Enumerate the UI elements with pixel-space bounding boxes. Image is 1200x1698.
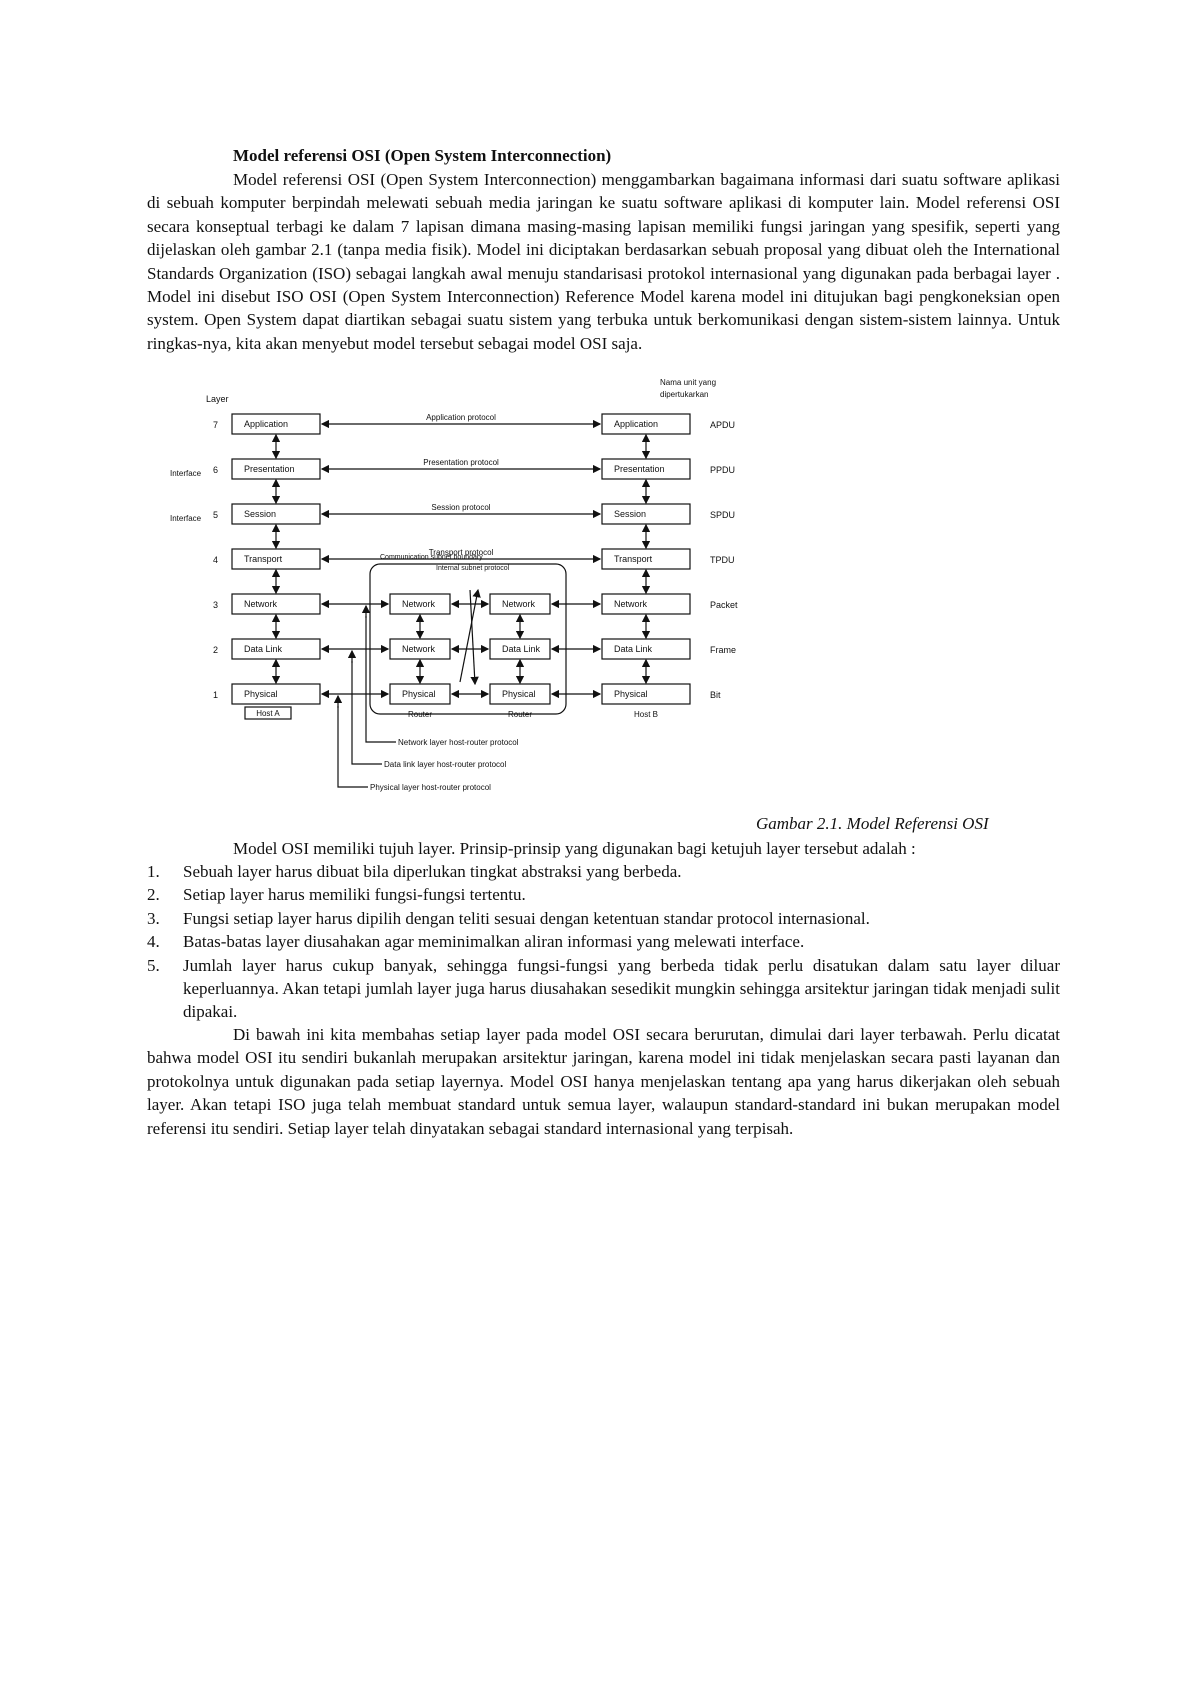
legend-bracket (338, 706, 368, 787)
unit-header-line1: Nama unit yang (660, 378, 717, 387)
host-a-layer-box-label: Physical (244, 689, 278, 699)
host-b-layer-box-label: Presentation (614, 464, 665, 474)
list-item (147, 930, 1060, 953)
host-b-label: Host B (633, 710, 659, 719)
principles-intro-paragraph: Model OSI memiliki tujuh layer. Prinsip-prinsip yang digunakan bagi ketujuh layer tersebut adalah : (233, 839, 916, 858)
legend-bracket (352, 661, 382, 764)
peer-protocol-label: Session protocol (431, 503, 491, 512)
host-a-layer-box-label: Data Link (244, 644, 283, 654)
router1-label: Router (407, 710, 433, 719)
router2-layer-box-label: Physical (502, 689, 536, 699)
list-number: 5. (147, 955, 160, 975)
peer-protocol-label: Presentation protocol (423, 458, 499, 467)
host-b-layer-box-label: Session (614, 509, 647, 519)
internal-subnet-protocol-label: Internal subnet protocol (436, 565, 510, 572)
subnet-boundary-label: Communication subnet boundary (380, 554, 483, 561)
host-b-layer-box-label: Physical (614, 689, 648, 699)
peer-protocol-label: Application protocol (426, 413, 496, 422)
router1-layer-box-label: Network (402, 644, 436, 654)
peer-protocol-label: Transport protocol (428, 548, 494, 557)
osi-model-figure (170, 378, 738, 832)
host-b-layer-box-label: Application (614, 419, 659, 429)
host-a-layer-box-label: Session (244, 509, 277, 519)
legend-label: Physical layer host-router protocol (370, 783, 491, 792)
layer-number: 6 (212, 465, 218, 475)
layer-number: 7 (212, 420, 218, 430)
list-text: Sebuah layer harus dibuat bila diperlukan tingkat abstraksi yang berbeda. (183, 862, 682, 881)
list-number: 2. (147, 885, 160, 905)
legend-label: Data link layer host-router protocol (384, 760, 507, 769)
list-item (147, 907, 1060, 930)
list-number: 4. (147, 932, 160, 952)
interface-label: Interface (170, 469, 202, 478)
unit-label: Packet (710, 600, 738, 610)
router1-layer-box-label: Physical (402, 689, 436, 699)
router2-label: Router (507, 710, 533, 719)
host-a-layer-box-label: Presentation (244, 464, 295, 474)
intro-paragraph: Model referensi OSI (Open System Interconnection) menggambarkan bagaimana informasi dari suatu software aplikasi di sebuah komputer berpindah melewati sebuah media jaringan ke suatu software aplikasi di komputer lain. Model referensi OSI secara konseptual terbagi ke dalam 7 lapisan dimana masing-masing lapisan memiliki fungsi jaringan yang spesifik, seperti yang dijelaskan oleh gambar 2.1 (tanpa media fisik). Model ini diciptakan berdasarkan sebuah proposal yang dibuat oleh the International Standards Organization (ISO) sebagai langkah awal menuju standarisasi protokol internasional yang digunakan pada berbagai layer . Model ini disebut ISO OSI (Open System Interconnection) Reference Model karena model ini ditujukan bagi pengkoneksian open system. Open System dapat diartikan sebagai suatu sistem yang terbuka untuk berkomunikasi dengan sistem-sistem lainnya. Untuk ringkas-nya, kita akan menyebut model tersebut sebagai model OSI saja. (147, 170, 1060, 353)
list-item (147, 954, 1060, 1024)
layer-number: 4 (212, 555, 218, 565)
legend-label: Network layer host-router protocol (398, 738, 519, 747)
unit-label: APDU (710, 420, 736, 430)
list-item (147, 883, 1060, 906)
list-text: Batas-batas layer diusahakan agar meminimalkan aliran informasi yang melewati interface. (183, 932, 805, 952)
router2-layer-box-label: Data Link (502, 644, 541, 654)
unit-label: Bit (710, 690, 721, 700)
list-number: 1. (147, 862, 160, 881)
host-a-layer-box-label: Transport (244, 554, 283, 564)
osi-diagram (170, 378, 738, 832)
layer-number: 2 (212, 645, 218, 655)
section-heading: Model referensi OSI (Open System Interconnection) (233, 146, 612, 165)
layer-number: 3 (212, 600, 218, 610)
host-a-layer-box-label: Application (244, 419, 289, 429)
unit-label: TPDU (710, 555, 735, 565)
host-a-label: Host A (256, 709, 280, 718)
unit-label: Frame (710, 645, 737, 655)
list-item (147, 860, 1060, 883)
list-text: Setiap layer harus memiliki fungsi-fungsi tertentu. (183, 885, 526, 905)
router1-layer-box-label: Network (402, 599, 436, 609)
unit-label: SPDU (710, 510, 736, 520)
host-b-layer-box-label: Network (614, 599, 648, 609)
layer-header: Layer (206, 394, 229, 404)
layer-number: 1 (212, 690, 218, 700)
unit-label: PPDU (710, 465, 736, 475)
principles-list (147, 860, 1060, 1024)
interface-label: Interface (170, 514, 202, 523)
layer-number: 5 (212, 510, 218, 520)
list-text: Fungsi setiap layer harus dipilih dengan teliti sesuai dengan ketentuan standar protocol internasional. (183, 908, 870, 928)
figure-caption: Gambar 2.1. Model Referensi OSI (756, 814, 989, 833)
host-a-layer-box-label: Network (244, 599, 278, 609)
unit-header-line2: dipertukarkan (660, 390, 709, 399)
closing-paragraph: Di bawah ini kita membahas setiap layer pada model OSI secara berurutan, dimulai dari layer terbawah. Perlu dicatat bahwa model OSI itu sendiri bukanlah merupakan arsitektur jaringan, karena model ini tidak menjelaskan secara pasti layanan dan protokolnya untuk digunakan pada setiap layernya. Model OSI hanya menjelaskan tentang apa yang harus dikerjakan oleh sebuah layer. Akan tetapi ISO juga telah membuat standard untuk semua layer, walaupun standard-standard ini bukan merupakan model referensi itu sendiri. Setiap layer telah dinyatakan sebagai standard internasional yang terpisah. (147, 1025, 1060, 1138)
host-b-layer-box-label: Transport (614, 554, 653, 564)
router2-layer-box-label: Network (502, 599, 536, 609)
list-number: 3. (147, 908, 160, 928)
host-b-layer-box-label: Data Link (614, 644, 653, 654)
list-text: Jumlah layer harus cukup banyak, sehingga fungsi-fungsi yang berbeda tidak perlu disatukan dalam satu layer diluar keperluannya. Akan tetapi jumlah layer juga harus diusahakan sesedikit mungkin sehingga arsitektur jaringan tidak menjadi sulit dipakai. (183, 955, 1060, 1022)
